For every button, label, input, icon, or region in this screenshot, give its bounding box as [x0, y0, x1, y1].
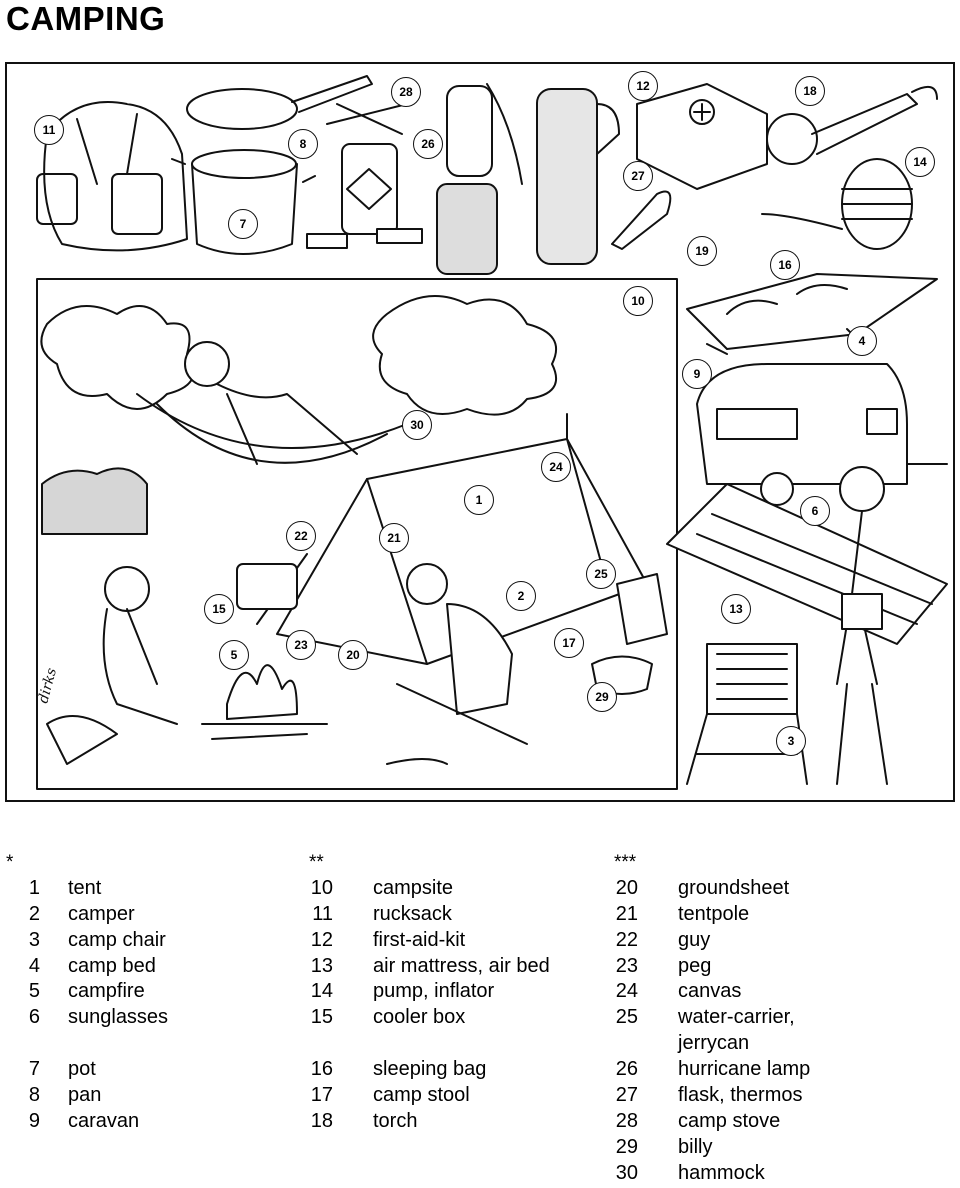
vocab-item: 21 tentpole: [615, 902, 750, 925]
callout-9: 9: [682, 359, 712, 389]
callout-2: 2: [506, 581, 536, 611]
vocab-item: 12 first-aid-kit: [310, 928, 466, 951]
callout-16: 16: [770, 250, 800, 280]
artist-signature: dirks: [35, 666, 61, 706]
vocab-item: 4 camp bed: [28, 954, 156, 977]
vocab-item: 1 tent: [28, 876, 102, 899]
tree-left: [41, 306, 193, 409]
vocab-item: 7 pot: [28, 1058, 96, 1081]
callout-25: 25: [586, 559, 616, 589]
vocab-item: 17 camp stool: [310, 1084, 470, 1107]
callout-24: 24: [541, 452, 571, 482]
vocab-item: 25 water-carrier,: [615, 1006, 795, 1029]
callout-13: 13: [721, 594, 751, 624]
callout-15: 15: [204, 594, 234, 624]
callout-22: 22: [286, 521, 316, 551]
callout-26: 26: [413, 129, 443, 159]
tree-center: [373, 296, 556, 415]
vocab-item: 6 sunglasses: [28, 1006, 169, 1029]
first-aid-kit-drawing: [637, 84, 767, 189]
vocab-item: 11 rucksack: [312, 902, 452, 925]
camp-stove-drawing: [307, 104, 422, 248]
vocab-column-3: [614, 850, 810, 1187]
vocab-item: 15 cooler box: [310, 1006, 466, 1029]
thermos-drawing: [537, 89, 619, 264]
vocab-item: 23 peg: [615, 954, 712, 977]
pan-drawing: [187, 76, 372, 129]
column-level-marker: *: [6, 852, 14, 873]
callout-20: 20: [338, 640, 368, 670]
callout-1: 1: [464, 485, 494, 515]
hammock-drawing: [137, 394, 407, 448]
callout-3: 3: [776, 726, 806, 756]
vocab-item: 3 camp chair: [28, 928, 166, 951]
callout-11: 11: [34, 115, 64, 145]
vocab-column-1: [6, 850, 168, 1135]
camping-illustration: [5, 62, 955, 802]
callout-28: 28: [391, 77, 421, 107]
callout-12: 12: [628, 71, 658, 101]
bush-left: [42, 468, 147, 534]
campfire-drawing: [227, 665, 297, 719]
callout-29: 29: [587, 682, 617, 712]
callout-30: 30: [402, 410, 432, 440]
callout-27: 27: [623, 161, 653, 191]
callout-23: 23: [286, 630, 316, 660]
girl-sitting-figure: [47, 567, 177, 764]
pump-drawing: [762, 159, 912, 249]
vocab-item: 10 campsite: [310, 876, 454, 899]
cooler-box-drawing: [237, 564, 297, 609]
callout-19: 19: [687, 236, 717, 266]
knife-drawing: [612, 192, 670, 250]
callout-18: 18: [795, 76, 825, 106]
vocab-item: 22 guy: [615, 928, 711, 951]
page-title: CAMPING: [6, 0, 166, 37]
callout-4: 4: [847, 326, 877, 356]
vocab-item: 14 pump, inflator: [310, 980, 495, 1003]
vocab-item: 9 caravan: [28, 1109, 140, 1132]
jerrycan-drawing: [617, 574, 667, 644]
callout-14: 14: [905, 147, 935, 177]
camp-chair-drawing: [687, 644, 807, 784]
woman-standing-figure: [837, 467, 887, 784]
vocab-item: 29 billy: [615, 1135, 713, 1158]
vocab-item: 28 camp stove: [615, 1109, 781, 1132]
vocab-item-continuation: jerrycan: [678, 1032, 750, 1055]
callout-5: 5: [219, 640, 249, 670]
callout-8: 8: [288, 129, 318, 159]
callout-17: 17: [554, 628, 584, 658]
hurricane-lamp-drawing: [437, 84, 522, 274]
vocab-item: 8 pan: [28, 1084, 102, 1107]
vocab-column-2: [309, 850, 550, 1135]
vocab-item: 27 flask, thermos: [615, 1084, 803, 1107]
vocab-item: 16 sleeping bag: [310, 1058, 487, 1081]
column-level-marker: **: [309, 852, 324, 873]
illustration-drawing: [7, 64, 955, 802]
vocab-item: 18 torch: [310, 1109, 418, 1132]
caravan-drawing: [697, 364, 947, 505]
callout-10: 10: [623, 286, 653, 316]
vocab-item: 24 canvas: [615, 980, 742, 1003]
vocab-item: 13 air mattress, air bed: [310, 954, 550, 977]
vocab-item: 5 campfire: [28, 980, 145, 1003]
vocab-item: 30 hammock: [615, 1161, 765, 1184]
vocab-item: 26 hurricane lamp: [615, 1058, 811, 1081]
callout-7: 7: [228, 209, 258, 239]
vocab-item: 2 camper: [28, 902, 135, 925]
column-level-marker: ***: [614, 852, 637, 873]
callout-6: 6: [800, 496, 830, 526]
callout-21: 21: [379, 523, 409, 553]
vocab-item: 20 groundsheet: [615, 876, 790, 899]
sleeping-bag-drawing: [687, 274, 937, 354]
